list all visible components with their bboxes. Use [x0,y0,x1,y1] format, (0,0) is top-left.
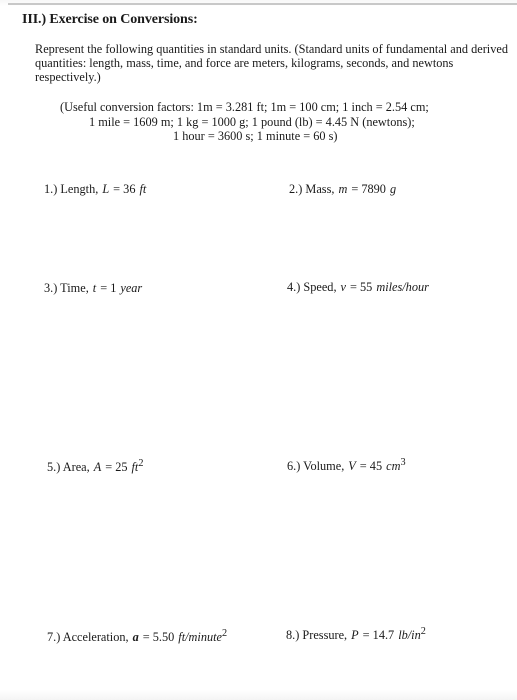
conversion-factors-line-2: 1 mile = 1609 m; 1 kg = 1000 g; 1 pound (lb) = 4.45 N (newtons); [89,114,415,129]
problem-1-length [44,182,146,197]
problem-variable: P [351,628,359,643]
problem-unit: ft [131,460,139,475]
problem-unit: cm [386,459,401,474]
problem-value: = 36 [113,182,136,196]
problem-exponent: 3 [400,457,406,468]
problem-label: 5.) Area, [47,460,90,475]
problem-unit: ft [139,182,147,196]
problem-variable: t [92,281,97,295]
conversion-factors [60,100,500,144]
problem-label: 1.) Length, [44,182,99,196]
problem-unit: year [120,281,143,295]
problem-exponent: 2 [420,626,426,637]
problem-2-mass [289,182,396,197]
problem-8-pressure [286,626,426,643]
problem-3-time [44,281,142,296]
top-rule [8,3,517,5]
problem-5-area [47,458,143,475]
section-heading: III.) Exercise on Conversions: [22,12,198,27]
problem-exponent: 2 [138,458,144,469]
problem-value: = 25 [105,460,128,475]
problem-variable: v [340,280,346,294]
problem-label: 8.) Pressure, [286,628,348,643]
problem-variable: L [102,182,110,196]
problem-variable: V [348,459,356,474]
problem-value: = 45 [359,459,383,474]
problem-label: 3.) Time, [44,281,89,295]
problem-value: = 55 [350,280,373,294]
problem-4-speed [287,280,429,295]
problem-variable: m [338,182,348,196]
problem-value: = 1 [100,281,117,295]
problem-value: = 7890 [351,182,386,196]
conversion-factors-line-3: 1 hour = 3600 s; 1 minute = 60 s) [173,129,338,143]
problem-variable: A [93,460,102,475]
problem-value: = 5.50 [142,630,175,645]
problem-6-volume [287,457,406,474]
problem-unit: lb/in [398,628,421,643]
problem-label: 4.) Speed, [287,280,337,294]
problem-unit: miles/hour [376,280,429,294]
problem-value: = 14.7 [362,628,395,643]
problem-variable: a [132,630,139,645]
problem-unit: ft/minute [178,630,223,645]
instructions-text: Represent the following quantities in standard units. (Standard units of fundamental and derived quantities: length, mass, time, and force are meters, kilograms, seconds, and newtons respectively.) [35,42,508,84]
problem-exponent: 2 [222,628,228,639]
problem-unit: g [389,182,397,196]
problem-label: 7.) Acceleration, [47,630,129,645]
conversion-factors-line-1: (Useful conversion factors: 1m = 3.281 ft; 1m = 100 cm; 1 inch = 2.54 cm; [60,100,429,114]
problem-7-acceleration [47,628,227,645]
problem-label: 6.) Volume, [287,459,345,474]
problem-label: 2.) Mass, [289,182,335,196]
